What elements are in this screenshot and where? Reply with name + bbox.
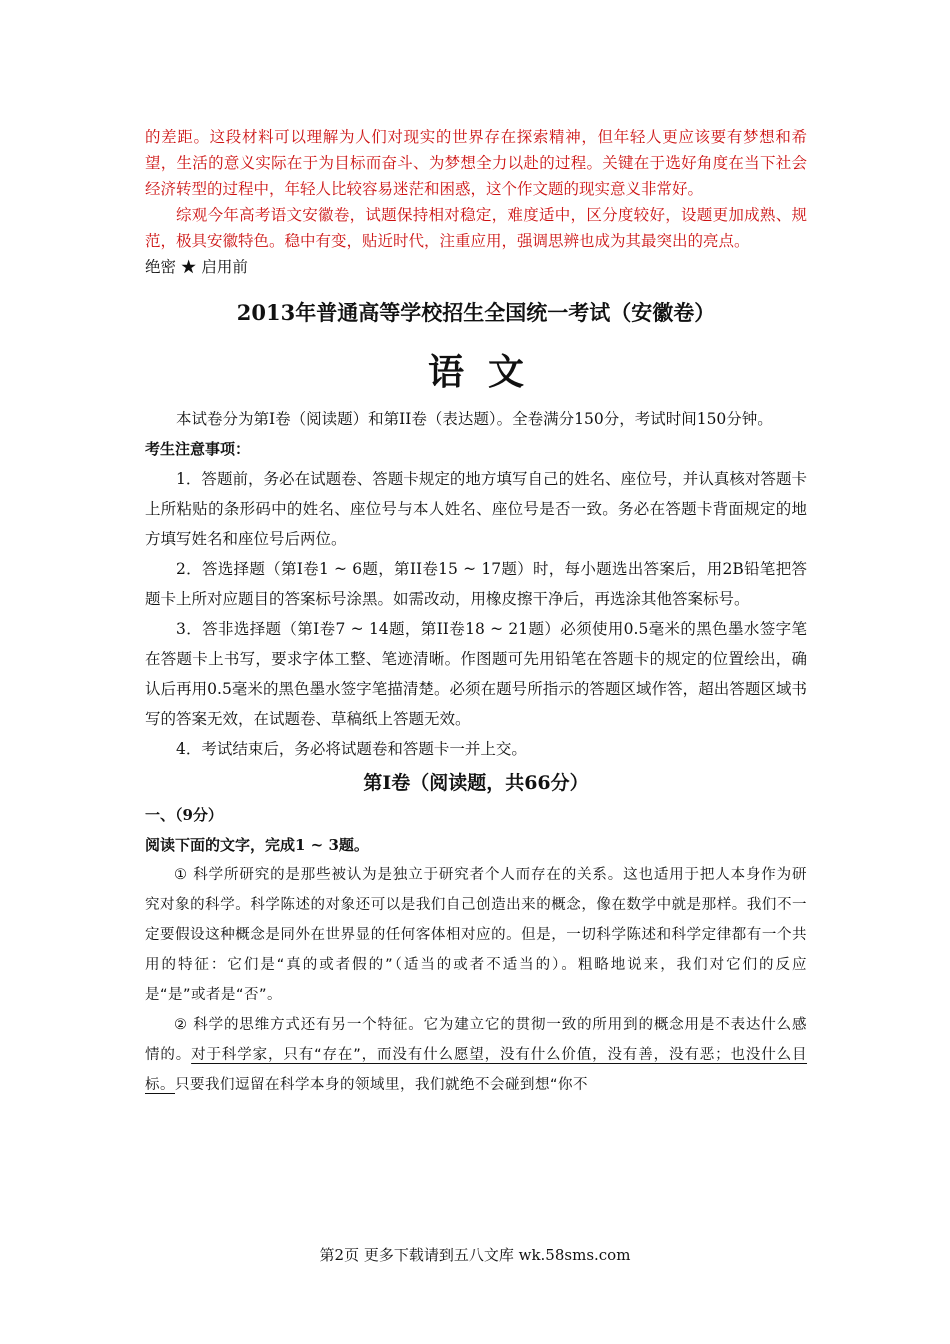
subject-title: 语文 <box>427 351 548 393</box>
passage-paragraph-2 <box>145 1010 807 1100</box>
commentary-paragraph-summary: 综观今年高考语文安徽卷，试题保持相对稳定，难度适中，区分度较好，设题更加成熟、规范，极具安徽特色。稳中有变，贴近时代，注重应用，强调思辨也成为其最突出的亮点。 <box>145 206 807 250</box>
page-footer: 第2页 更多下载请到五八文库 wk.58sms.com <box>319 1246 631 1264</box>
page-content <box>145 124 807 1100</box>
notice-heading: 考生注意事项： <box>145 440 251 458</box>
reading-instruction: 阅读下面的文字，完成1 ~ 3题。 <box>145 836 369 854</box>
passage-paragraph-1: ① 科学所研究的是那些被认为是独立于研究者个人而存在的关系。这也适用于把人本身作为研究对象的科学。科学陈述的对象还可以是我们自己创造出来的概念，像在数学中就是那样。我们不一定要假设这种概念是同外在世界显的任何客体相对应的。但是，一切科学陈述和科学定律都有一个共用的特征：它们是“真的或者假的”（适当的或者不适当的）。粗略地说来，我们对它们的反应是“是”或者是“否”。 <box>145 867 807 1003</box>
notice-item-4: 4．考试结束后，务必将试题卷和答题卡一并上交。 <box>176 740 527 758</box>
part-one-heading: 一、（9分） <box>145 806 223 824</box>
passage-paragraph-2-end: 只要我们逗留在科学本身的领域里，我们就绝不会碰到想“你不 <box>175 1077 589 1093</box>
exam-intro: 本试卷分为第I卷（阅读题）和第II卷（表达题）。全卷满分150分，考试时间150分钟。 <box>176 410 773 428</box>
notice-item-1: 1．答题前，务必在试题卷、答题卡规定的地方填写自己的姓名、座位号，并认真核对答题卡上所粘贴的条形码中的姓名、座位号与本人姓名、座位号是否一致。务必在答题卡背面规定的地方填写姓名和座位号后两位。 <box>145 470 807 548</box>
exam-title: 2013年普通高等学校招生全国统一考试（安徽卷） <box>236 300 716 325</box>
notice-item-3: 3．答非选择题（第I卷7 ~ 14题，第II卷18 ~ 21题）必须使用0.5毫米的黑色墨水签字笔在答题卡上书写，要求字体工整、笔迹清晰。作图题可先用铅笔在答题卡的规定的位置绘出，确认后再用0.5毫米的黑色墨水签字笔描清楚。必须在题号所指示的答题区域作答，超出答题区域书写的答案无效，在试题卷、草稿纸上答题无效。 <box>145 620 807 728</box>
passage-underlined-sentence: 对于科学家，只有“存在”，而没有什么愿望，没有什么价值，没有善，没有恶；也没什么目标。 <box>145 1047 808 1093</box>
notice-item-2: 2．答选择题（第I卷1 ~ 6题，第II卷15 ~ 17题）时，每小题选出答案后，用2B铅笔把答题卡上所对应题目的答案标号涂黑。如需改动，用橡皮擦干净后，再选涂其他答案标号。 <box>145 560 807 608</box>
confidential-label: 绝密 ★ 启用前 <box>145 258 248 276</box>
section-title: 第I卷（阅读题，共66分） <box>363 772 589 794</box>
commentary-paragraph-continued: 的差距。这段材料可以理解为人们对现实的世界存在探索精神，但年轻人更应该要有梦想和希望，生活的意义实际在于为目标而奋斗、为梦想全力以赴的过程。关键在于选好角度在当下社会经济转型的过程中，年轻人比较容易迷茫和困惑，这个作文题的现实意义非常好。 <box>145 128 807 198</box>
passage-paragraph-2-start: ② 科学的思维方式还有另一个特征。它为建立它的贯彻一致的所用到的概念用是不表达什么感情的。 <box>145 1017 807 1063</box>
